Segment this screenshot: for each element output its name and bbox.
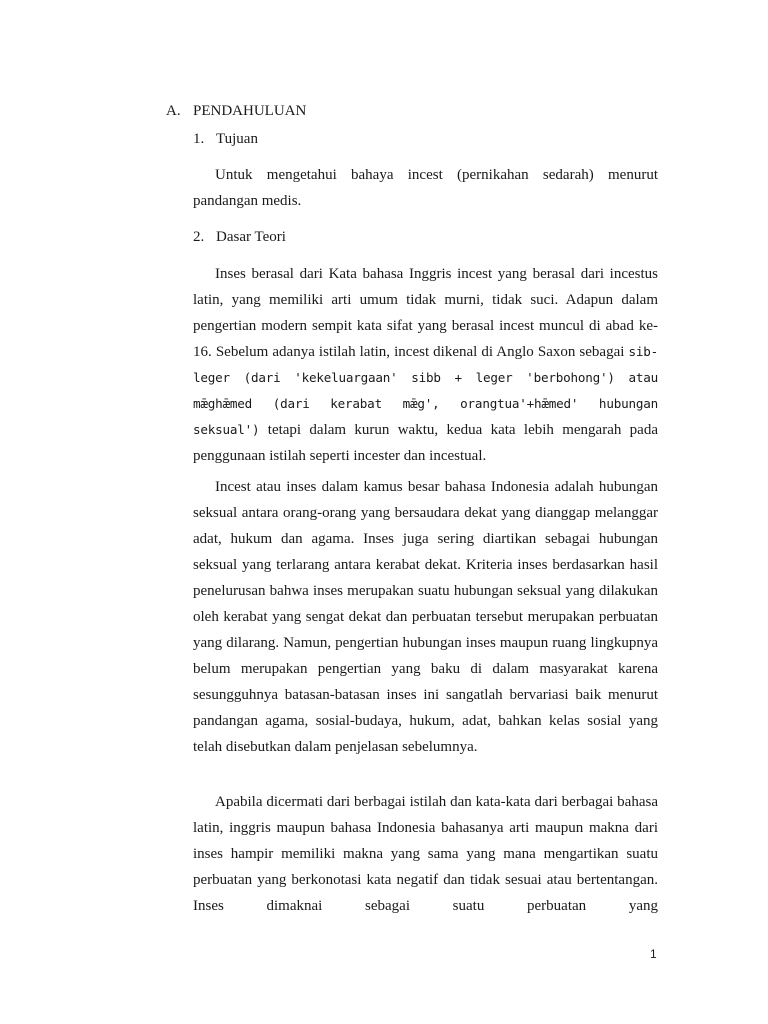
- page-number: 1: [650, 947, 657, 961]
- paragraph-dasar-teori-1: [193, 261, 658, 469]
- subsection-heading-tujuan: [193, 129, 258, 149]
- paragraph-tujuan: Untuk mengetahui bahaya incest (pernikahan sedarah) menurut pandangan medis.: [193, 167, 658, 209]
- paragraph-text: tetapi dalam kurun waktu, kedua kata lebih mengarah pada penggunaan istilah seperti incester dan incestual.: [193, 422, 658, 464]
- subsection-number: 2.: [193, 229, 205, 245]
- paragraph-dasar-teori-2: Incest atau inses dalam kamus besar bahasa Indonesia adalah hubungan seksual antara orang-orang yang bersaudara dekat yang dianggap melanggar adat, hukum dan agama. Inses juga sering diartikan sebagai hubungan seksual yang terlarang antara kerabat dekat. Kriteria inses berdasarkan hasil penelurusan bahwa inses merupakan suatu hubungan seksual yang dilakukan oleh kerabat yang sengat dekat dan perbuatan tersebut merupakan perbuatan yang dilarang. Namun, pengertian hubungan inses maupun ruang lingkupnya belum merupakan pengertian yang baku di dalam masyarakat karena sesungguhnya batasan-batasan inses ini sangatlah bervariasi baik menurut pandangan agama, sosial-budaya, hukum, adat, bahkan kelas sosial yang telah disebutkan dalam penjelasan sebelumnya.: [193, 479, 658, 755]
- subsection-heading-dasar-teori: [193, 227, 286, 247]
- section-number: A.: [166, 103, 181, 119]
- section-heading: [166, 101, 306, 121]
- subsection-title: Dasar Teori: [216, 229, 286, 245]
- section-title: PENDAHULUAN: [193, 103, 307, 119]
- paragraph-text: Inses berasal dari Kata bahasa Inggris incest yang berasal dari incestus latin, yang memiliki arti umum tidak murni, tidak suci. Adapun dalam pengertian modern sempit kata sifat yang berasal incest muncul di abad ke-16. Sebelum adanya istilah latin, incest dikenal di Anglo Saxon sebagai: [193, 266, 658, 360]
- etymology-text: sib-leger (dari 'kekeluargaan' sibb + leger 'berbohong') atau mǣghǣmed (dari kerabat mǣg', orangtua'+hǣmed' hubungan seksual'): [193, 344, 658, 437]
- subsection-title: Tujuan: [216, 131, 258, 147]
- subsection-number: 1.: [193, 131, 205, 147]
- paragraph-dasar-teori-3: Apabila dicermati dari berbagai istilah dan kata-kata dari berbagai bahasa latin, inggris maupun bahasa Indonesia bahasanya arti maupun makna dari inses hampir memiliki makna yang sama yang mana mengartikan suatu perbuatan yang berkonotasi kata negatif dan tidak sesuai atau bertentangan. Inses dimaknai sebagai suatu perbuatan yang: [193, 794, 658, 914]
